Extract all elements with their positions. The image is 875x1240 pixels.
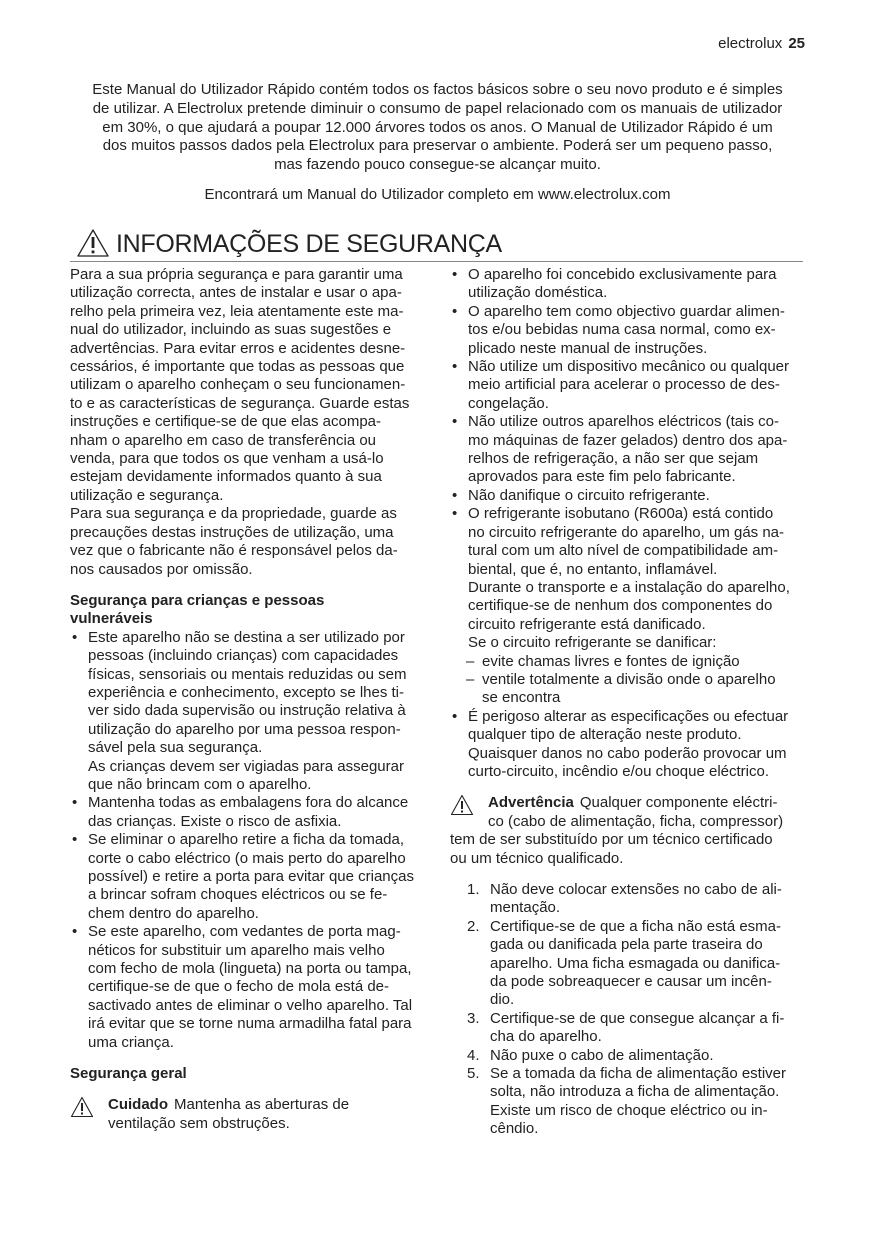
numbered-item — [450, 881, 810, 918]
text-line: biental, que é, no entanto, inflamável. — [468, 560, 718, 578]
spacer — [70, 579, 430, 592]
text-line: • Este aparelho não se destina a ser utilizado por — [88, 628, 405, 646]
text-line: Quaisquer danos no cabo poderão provocar um — [468, 744, 787, 762]
text-line: uma criança. — [88, 1033, 174, 1051]
text-line: gada ou danificada pela parte traseira do — [490, 936, 763, 954]
warning-line — [450, 794, 810, 812]
text-line: – ventile totalmente a divisão onde o aparelho — [482, 670, 776, 688]
text-line: • É perigoso alterar as especificações ou efectuar — [468, 707, 789, 725]
text-line: • Não utilize outros aparelhos eléctricos (tais co- — [468, 413, 779, 431]
numbered-item — [450, 1047, 810, 1065]
item-number: 2. — [467, 917, 480, 935]
warning-note — [70, 1096, 430, 1133]
text-line: das crianças. Existe o risco de asfixia. — [88, 812, 342, 830]
warning-label: Cuidado — [108, 1096, 168, 1114]
warning-line — [450, 813, 810, 831]
intro-line: mas fazendo pouco consegue-se alcançar muito. — [274, 156, 601, 174]
bullet-item — [450, 505, 810, 652]
text-line: que não brincam com o aparelho. — [88, 775, 312, 793]
text-line: utilização e segurança. — [70, 486, 224, 504]
text-line: • Não danifique o circuito refrigerante. — [468, 486, 710, 504]
text-line: qualquer tipo de alteração neste produto. — [468, 726, 742, 744]
intro-line: em 30%, o que ajudará a poupar 12.000 árvores todos os anos. O Manual de Utilizador Rápido é um — [102, 118, 773, 136]
text-line: néticos for substituir um aparelho mais velho — [88, 941, 385, 959]
text-line: • Mantenha todas as embalagens fora do alcance — [88, 794, 409, 812]
text-line: tos e/ou bebidas numa casa normal, como ex- — [468, 321, 776, 339]
bullet-item — [450, 413, 810, 487]
text-line: mentação. — [490, 899, 561, 917]
text-line: congelação. — [468, 394, 549, 412]
full-manual-link-line: Encontrará um Manual do Utilizador completo em www.electrolux.com — [204, 186, 671, 203]
warning-text: ou um técnico qualificado. — [450, 849, 624, 867]
warning-note — [450, 794, 810, 868]
text-line: Não deve colocar extensões no cabo de ali- — [490, 881, 782, 898]
text-line: cha do aparelho. — [490, 1028, 602, 1046]
spacer — [70, 1052, 430, 1065]
text-line: certifique-se de nenhum dos componentes do — [468, 597, 773, 615]
text-line: • O aparelho foi concebido exclusivamente para — [468, 266, 777, 283]
text-line: circuito refrigerante está danificado. — [468, 615, 706, 633]
text-line: Certifique-se de que consegue alcançar a fi- — [490, 1009, 785, 1027]
text-line: relho pela primeira vez, leia atentamente este ma- — [70, 302, 404, 320]
text-line: dio. — [490, 991, 515, 1009]
text-line: nual do utilizador, incluindo as suas sugestões e — [70, 321, 392, 339]
text-line: com fecho de mola (lingueta) na porta ou tampa, — [88, 960, 412, 978]
text-line: Se o circuito refrigerante se danificar: — [468, 634, 717, 652]
text-line: experiência e conhecimento, excepto se lhes ti- — [88, 683, 405, 701]
text-line: corte o cabo eléctrico (o mais perto do aparelho — [88, 849, 406, 867]
text-line: Não puxe o cabo de alimentação. — [490, 1046, 714, 1064]
text-line: curto-circuito, incêndio e/ou choque eléctrico. — [468, 762, 769, 780]
text-line: nos causados por omissão. — [70, 560, 253, 578]
intro-paragraph — [60, 81, 815, 175]
text-line: Segurança geral — [70, 1065, 187, 1083]
text-line: vulneráveis — [70, 610, 153, 628]
warning-text: co (cabo de alimentação, ficha, compressor) — [488, 812, 784, 830]
text-line: precauções destas instruções de utilização, uma — [70, 523, 394, 541]
text-line: estejam devidamente informados quanto à sua — [70, 468, 382, 486]
warning-line — [450, 831, 810, 849]
text-line: utilização do aparelho por uma pessoa respon- — [88, 720, 401, 738]
text-line: relhos de refrigeração, a não ser que sejam — [468, 450, 759, 468]
text-line: instruções e certifique-se de que elas acompa- — [70, 413, 382, 431]
paragraph — [70, 266, 430, 579]
text-line: chem dentro do aparelho. — [88, 904, 259, 922]
dash-item — [450, 671, 810, 708]
text-line: cessários, é importante que todas as pessoas que — [70, 358, 405, 376]
bullet-item — [70, 923, 430, 1052]
warning-line — [70, 1115, 430, 1133]
text-line: solta, não introduza a ficha de alimentação. — [490, 1083, 780, 1101]
text-line: to e as características de segurança. Guarde estas — [70, 394, 410, 412]
text-line: Para sua segurança e da propriedade, guarde as — [70, 505, 397, 523]
left-column — [70, 266, 430, 1133]
section-title: INFORMAÇÕES DE SEGURANÇA — [116, 230, 502, 258]
text-line: utilizam o aparelho conheçam o seu funcionamen- — [70, 376, 406, 394]
page-number: 25 — [788, 35, 805, 52]
text-line: As crianças devem ser vigiadas para assegurar — [88, 757, 404, 775]
spacer — [450, 781, 810, 794]
intro-line: de utilizar. A Electrolux pretende diminuir o consumo de papel relacionado com os manuais de utilizador — [92, 99, 783, 117]
page-header — [718, 35, 805, 52]
intro-line: dos muitos passos dados pela Electrolux para preservar o ambiente. Poderá ser um pequeno passo, — [102, 137, 773, 155]
bullet-item — [70, 794, 430, 831]
right-column — [450, 266, 810, 1139]
bullet-item — [450, 358, 810, 413]
numbered-item — [450, 918, 810, 1010]
warning-label: Advertência — [488, 794, 574, 812]
text-line: sável pela sua segurança. — [88, 739, 263, 757]
warning-line — [70, 1096, 430, 1114]
text-line: venda, para que todos os que venham a usá-lo — [70, 450, 384, 468]
text-line: físicas, sensoriais ou mentais reduzidas ou sem — [88, 665, 407, 683]
text-line: Existe um risco de choque eléctrico ou in- — [490, 1101, 768, 1119]
text-line: • O aparelho tem como objectivo guardar alimen- — [468, 302, 785, 320]
text-line: certifique-se de que o fecho de mola está de- — [88, 978, 390, 996]
subsection-heading — [70, 1065, 430, 1083]
warning-text: Qualquer componente eléctri- — [579, 794, 778, 812]
text-line: Para a sua própria segurança e para garantir uma — [70, 266, 403, 283]
text-line: Segurança para crianças e pessoas — [70, 591, 325, 609]
warning-text: Mantenha as aberturas de — [174, 1096, 350, 1114]
text-line: • Não utilize um dispositivo mecânico ou qualquer — [468, 358, 790, 376]
bullet-item — [450, 708, 810, 782]
text-line: pessoas (incluindo crianças) com capacidades — [88, 647, 399, 665]
section-heading — [70, 228, 803, 262]
item-number: 3. — [467, 1009, 480, 1027]
text-line: Certifique-se de que a ficha não está esma- — [490, 917, 781, 935]
text-line: ver sido dada supervisão ou instrução relativa à — [88, 702, 406, 720]
text-line: • O refrigerante isobutano (R600a) está contido — [468, 505, 774, 523]
text-line: utilização correcta, antes de instalar e usar o apa- — [70, 284, 402, 302]
numbered-item — [450, 1010, 810, 1047]
text-line: Se a tomada da ficha de alimentação estiver — [490, 1065, 787, 1083]
text-line: se encontra — [482, 689, 561, 707]
text-line: sactivado antes de eliminar o velho aparelho. Tal — [88, 996, 413, 1014]
item-number: 5. — [467, 1065, 480, 1083]
warning-text: ventilação sem obstruções. — [108, 1114, 290, 1132]
text-line: aparelho. Uma ficha esmagada ou danifica- — [490, 954, 781, 972]
text-line: vez que o fabricante não é responsável pelos da- — [70, 542, 398, 560]
text-line: • Se este aparelho, com vedantes de porta mag- — [88, 923, 401, 941]
bullet-item — [450, 266, 810, 303]
bullet-item — [70, 629, 430, 795]
item-number: 4. — [467, 1046, 480, 1064]
text-line: • Se eliminar o aparelho retire a ficha da tomada, — [88, 831, 405, 849]
item-number: 1. — [467, 881, 480, 898]
text-line: a brincar sofram choques eléctricos ou se fe- — [88, 886, 388, 904]
dash-item — [450, 653, 810, 671]
text-line: no circuito refrigerante do aparelho, um gás na- — [468, 523, 785, 541]
text-line: possível) e retire a porta para evitar que crianças — [88, 868, 414, 885]
text-line: meio artificial para acelerar o processo de des- — [468, 376, 780, 394]
spacer — [70, 1083, 430, 1096]
warning-line — [450, 850, 810, 868]
numbered-item — [450, 1065, 810, 1139]
warning-text: tem de ser substituído por um técnico certificado — [450, 831, 773, 849]
text-line: nham o aparelho em caso de transferência ou — [70, 431, 377, 449]
text-line: utilização doméstica. — [468, 284, 608, 302]
text-line: cêndio. — [490, 1120, 539, 1138]
warning-triangle-icon — [76, 228, 110, 258]
text-line: advertências. Para evitar erros e acidentes desne- — [70, 339, 406, 357]
intro-line: Este Manual do Utilizador Rápido contém todos os factos básicos sobre o seu novo produto e é simples — [92, 81, 783, 98]
text-line: da pode sobreaquecer e causar um incên- — [490, 973, 772, 991]
text-line: tural com um alto nível de compatibilidade am- — [468, 542, 779, 560]
text-line: aprovados para este fim pelo fabricante. — [468, 468, 736, 486]
bullet-item — [450, 487, 810, 505]
text-line: – evite chamas livres e fontes de ignição — [482, 652, 740, 670]
bullet-item — [450, 303, 810, 358]
text-line: Durante o transporte e a instalação do aparelho, — [468, 578, 790, 596]
brand-name: electrolux — [718, 35, 783, 52]
bullet-item — [70, 831, 430, 923]
text-line: mo máquinas de fazer gelados) dentro dos apa- — [468, 431, 788, 449]
subsection-heading — [70, 592, 430, 629]
spacer — [450, 868, 810, 881]
text-line: irá evitar que se torne numa armadilha fatal para — [88, 1015, 412, 1033]
text-line: plicado neste manual de instruções. — [468, 339, 708, 357]
